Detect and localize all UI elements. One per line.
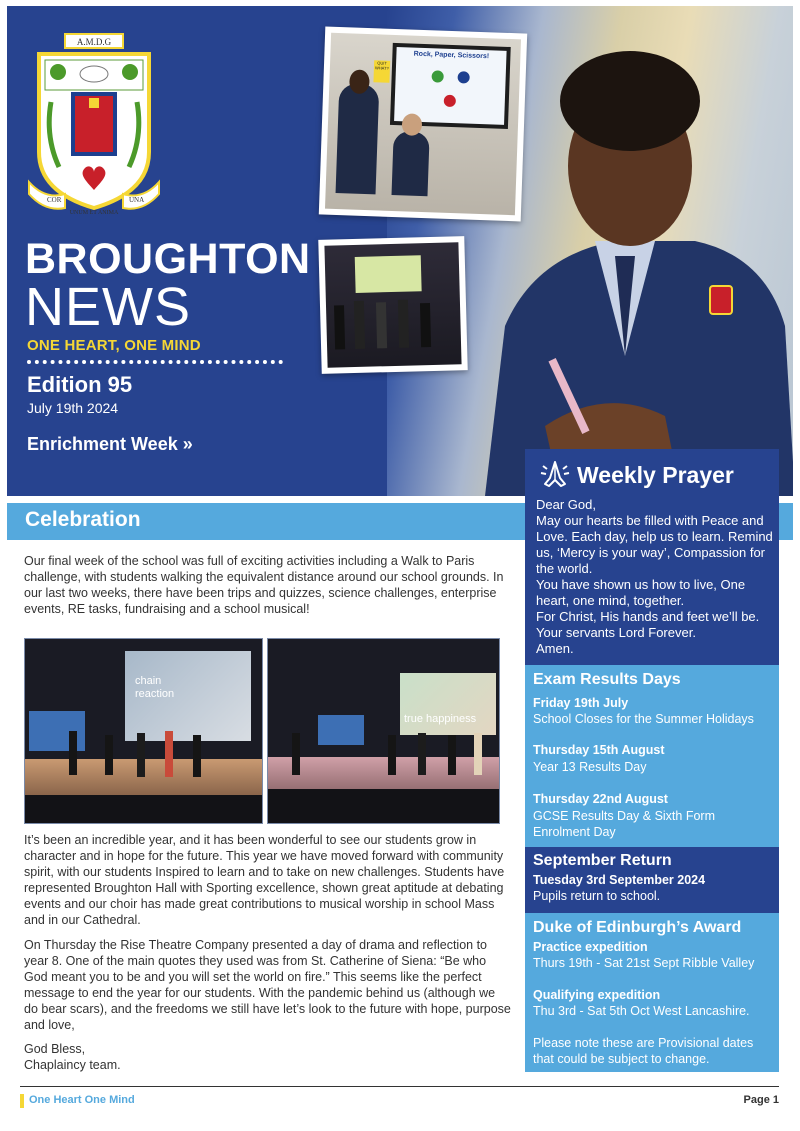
display-poster: QUIT WHAT? [373,60,390,83]
signoff-line-1: God Bless, [24,1042,86,1056]
dofe-event-2-label: Qualifying expedition [533,988,661,1002]
exam-results-title: Exam Results Days [533,671,681,688]
svg-text:A.M.D.G: A.M.D.G [76,37,112,47]
praying-hands-icon [537,458,573,490]
header-banner [7,6,793,496]
exam-event-1-text: School Closes for the Summer Holidays [533,712,754,726]
dofe-provisional-note: Please note these are Provisional dates that could be subject to change. [533,1036,754,1066]
exam-event-3-text: GCSE Results Day & Sixth Form Enrolment Day [533,809,715,839]
dofe-event-1-label: Practice expedition [533,940,648,954]
exam-event-3-date: Thursday 22nd August [533,792,668,806]
newsletter-subtitle: NEWS [25,277,191,337]
teacher-figure [336,83,380,194]
stage-photo-right [267,638,500,824]
dofe-title: Duke of Edinburgh’s Award [533,919,742,936]
september-return-date: Tuesday 3rd September 2024 [533,873,706,887]
celebration-title: Celebration [25,508,141,531]
projector-screen-right: true happiness [400,673,496,735]
hall-activity-photo [318,236,467,374]
september-return-text: Pupils return to school. [533,889,661,903]
weekly-prayer-text: Dear God, May our hearts be filled with Peace and Love. Each day, help us to learn. Remind us, ‘Mercy is your way’, Compassion for the world. You have shown us how to live, One heart, one mind, together. For Christ, His hands and feet we’ll be. Your servants Lord Forever. Amen. [536,497,773,656]
footer-tagline: One Heart One Mind [29,1094,135,1106]
school-crest-logo [25,32,163,216]
newsletter-title: BROUGHTON [25,235,311,283]
signoff-line-2: Chaplaincy team. [24,1058,121,1072]
footer-accent-mark [20,1094,24,1108]
dotted-divider [27,360,283,364]
footer-divider [20,1086,779,1087]
weekly-prayer-title: Weekly Prayer [577,462,734,488]
exam-event-2-text: Year 13 Results Day [533,760,647,774]
exam-results-box [525,665,779,847]
svg-text:UNA: UNA [129,196,145,204]
student-figure-small [392,131,430,196]
edition-number: Edition 95 [27,372,133,397]
page-number: Page 1 [743,1094,779,1106]
smartboard-title: Rock, Paper, Scissors! [413,50,490,61]
classroom-photo [319,27,527,222]
september-return-box [525,847,779,913]
svg-text:COR: COR [47,196,62,204]
september-return-title: September Return [533,852,672,869]
dofe-box [525,913,779,1072]
school-tagline: ONE HEART, ONE MIND [27,337,201,354]
edition-date: July 19th 2024 [27,400,119,416]
projector-screen-left: chain reaction [125,651,251,741]
celebration-paragraph-3: On Thursday the Rise Theatre Company presented a day of drama and reflection to year 8. One of the main quotes they used was from St. Catherine of Siena: “Be who God meant you to be and you will set the world on fire.” This seems like the perfect message to end the year for our students. With the pandemic behind us (although we do bear scars), and the freedoms we still have let’s look to the future with hope, purpose and love, [24,938,511,1032]
celebration-paragraph-2: It’s been an incredible year, and it has been wonderful to see our students grow in character and in hope for the future. This year we have moved forward with community spirit, with our students Inspired to learn and to take on new challenges. Students have represented Broughton Hall with Sporting excellence, shown great aptitude at debating events and our choir has made great contributions to musical worship in school Mass and in our Cathedral. [24,833,505,927]
dofe-event-1-text: Thurs 19th - Sat 21st Sept Ribble Valley [533,956,755,970]
projector-screen [355,255,422,293]
stage-photo-left [24,638,263,824]
celebration-paragraph-1: Our final week of the school was full of exciting activities including a Walk to Paris challenge, with students walking the equivalent distance around our school grounds. In our last two weeks, there have been trips and quizzes, science challenges, enterprise events, RE tasks, fundraising and a school musical! [24,554,504,616]
svg-text:UNUM ET ANIMA: UNUM ET ANIMA [69,210,119,216]
weekly-prayer-box [525,449,779,665]
exam-event-2-date: Thursday 15th August [533,743,665,757]
enrichment-week-link[interactable]: Enrichment Week » [27,434,193,454]
dofe-event-2-text: Thu 3rd - Sat 5th Oct West Lancashire. [533,1004,750,1018]
exam-event-1-date: Friday 19th July [533,696,629,710]
